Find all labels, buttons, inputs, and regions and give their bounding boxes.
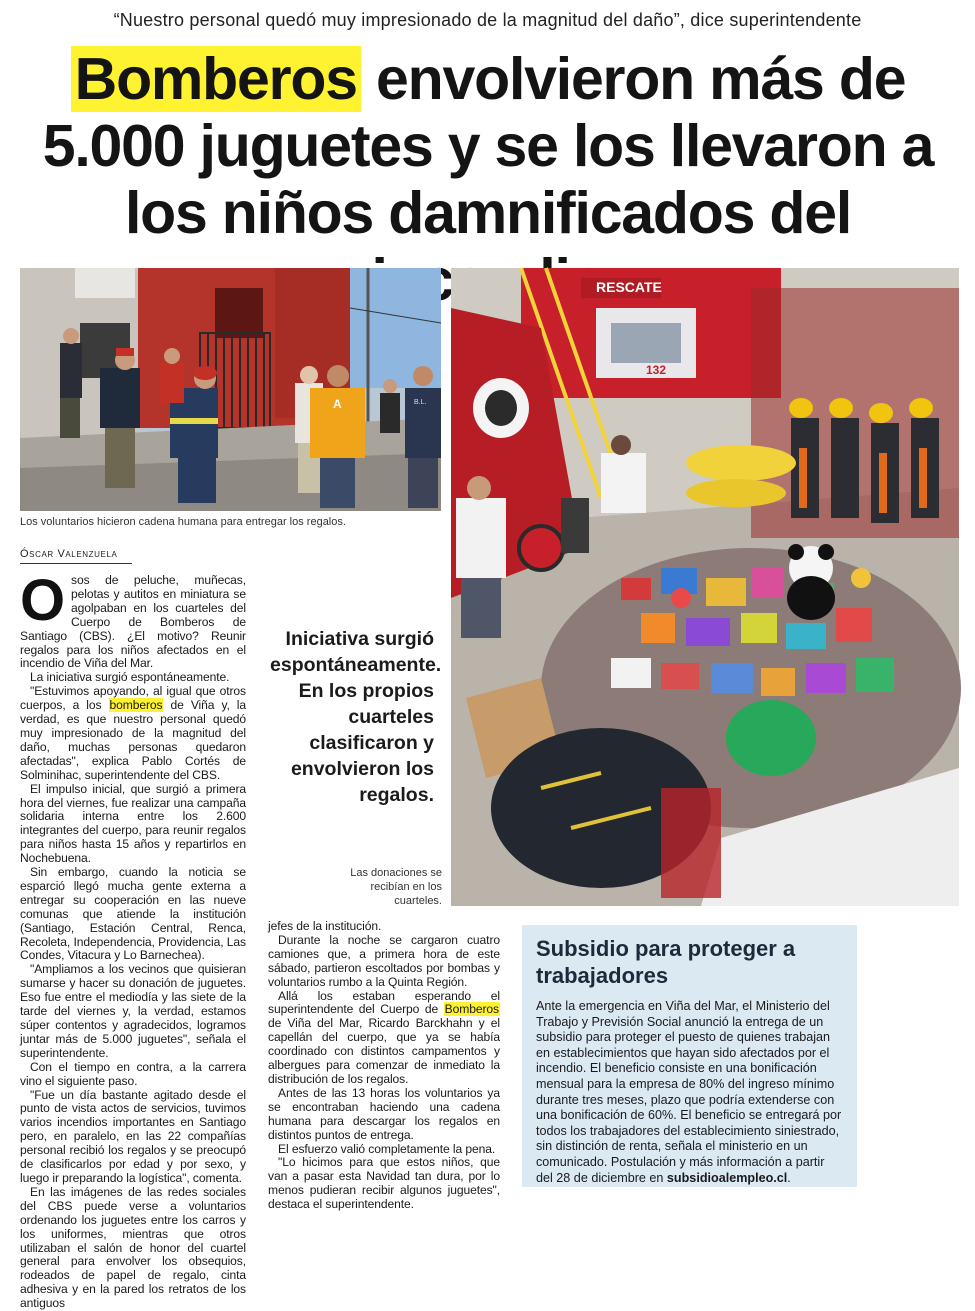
photo-left-caption: Los voluntarios hicieron cadena humana para entregar los regalos. (20, 516, 346, 528)
article-paragraph: El impulso inicial, que surgió a primera hora del viernes, fue realizar una campaña solidaria interna entre los 2.600 integrantes del cuerpo, para reunir regalos para niños hasta 15 años y repartirlos en Nochebuena. (20, 781, 246, 866)
pull-quote: Iniciativa surgió espontáneamente. En los propios cuarteles clasificaron y envolvieron los regalos. (270, 628, 442, 806)
subsidy-sidebar (522, 925, 857, 1187)
headline-highlight: Bomberos (71, 46, 361, 112)
article-paragraph: "Fue un día bastante agitado desde el punto de vista actos de servicios, tuvimos varios incendios importantes en Santiago pero, en paralelo, en las 22 compañías personal recibió los regalos y se preocupó de clasificarlos por edad y por sexo, y luego ir preparando la logística", comenta. (20, 1087, 246, 1185)
article-paragraph: "Estuvimos apoyando, al igual que otros cuerpos, a los bomberos de Viña y, la verdad, es que nuestro personal quedó muy impresionado de la magnitud del daño, muchas personas quedaron afectadas", explica Pablo Cortés de Solminihac, superintendente del CBS. (20, 684, 247, 782)
article-paragraph: El esfuerzo valió completamente la pena. (278, 1141, 496, 1156)
byline: Óscar Valenzuela (20, 548, 132, 564)
kicker: “Nuestro personal quedó muy impresionado de la magnitud del daño”, dice superintendente (113, 10, 862, 30)
article-paragraph: Antes de las 13 horas los voluntarios ya se encontraban haciendo una cadena humana para descargar los regalos en distintos puntos de entrega. (268, 1085, 500, 1142)
sidebar-title: Subsidio para proteger a trabajadores (536, 936, 796, 988)
truck-number: 132 (646, 363, 667, 377)
article-paragraph: Allá los estaban esperando el superintendente del Cuerpo de Bomberos de Viña del Mar, Ricardo Barckhahn y el capellán del cuerpo, que ya se había coordinado con distintos campamentos y albergues para comenzar de inmediato la distribución de los regalos. (268, 988, 500, 1086)
article-paragraph: Con el tiempo en contra, a la carrera vino el siguiente paso. (20, 1059, 246, 1088)
photo-human-chain (20, 268, 441, 511)
photo-right-caption: Las donaciones se recibían en los cuarteles. (350, 867, 442, 907)
headline-line2: 5.000 juguetes y se los llevaron a (42, 113, 934, 179)
sign-text: B.L. (414, 399, 427, 406)
headline-line1: envolvieron más de (360, 46, 906, 112)
article-paragraph: La iniciativa surgió espontáneamente. (30, 670, 230, 685)
sidebar-link[interactable]: subsidioalempleo.cl (666, 1170, 788, 1185)
article-paragraph: "Lo hicimos para que estos niños, que van a pasar esta Navidad tan dura, por lo menos pudieran recibir algunos juguetes", destaca el superintendente. (268, 1155, 500, 1212)
photo-toy-donations (451, 268, 959, 906)
article-paragraph: Osos de peluche, muñecas, pelotas y autitos en miniatura se agolpaban en los cuarteles del Cuerpo de Bomberos de Santiago (CBS). ¿El motivo? Reunir regalos para los niños afectados en el incendio de Viña del Mar. (20, 568, 246, 671)
sidebar-text: Ante la emergencia en Viña del Mar, el Ministerio del Trabajo y Previsión Social anunció la entrega de un subsidio para proteger el puesto de quienes trabajan en establecimientos que hayan sido afectados por el incendio. El beneficio consiste en una bonificación mensual para la empresa de 80% del ingreso mínimo durante tres meses, plazo que podría extenderse con una bonificación de 60%. El beneficio se entregará por todos los trabajadores del establecimiento siniestrado, sin distinción de renta, señala el ministerio en un comunicado. Postulación y más información a partir del 28 de diciembre en subsidioalempleo.cl. (536, 999, 842, 1185)
shirt-text: A (333, 397, 342, 411)
article-paragraph: Durante la noche se cargaron cuatro camiones que, a primera hora de este sábado, partieron escoltados por bombas y voluntarios rumbo a la Quinta Región. (268, 932, 500, 989)
headline-line3: los niños damnificados del (124, 180, 852, 246)
article-paragraph: "Ampliamos a los vecinos que quisieran sumarse y hacer su donación de juguetes. Eso fue entre el mediodía y las siete de la tarde del viernes y, la verdad, estamos súper contentos y agradecidos, logramos juntar más de 5.000 juguetes", señala el superintendente. (20, 962, 246, 1060)
article-paragraph: jefes de la institución. (268, 919, 382, 933)
truck-label: RESCATE (596, 279, 662, 295)
article-column-2 (268, 919, 500, 1212)
article-paragraph: En las imágenes de las redes sociales del CBS puede verse a voluntarios ordenando los juguetes entre los carros y los uniformes, mientras que otros utilizaban el salón de honor del cuartel general para envolver los obsequios, rodeados de papel de regalo, cinta adhesiva y en la pared los retratos de los antiguos (20, 1184, 246, 1311)
article-paragraph: Sin embargo, cuando la noticia se esparció llegó mucha gente externa a entregar su cooperación en las nueve comunas que atiende la institución (Santiago, Estación Central, Renca, Recoleta, Independencia, Providencia, Las Condes, Vitacura y Lo Barnechea). (20, 865, 246, 963)
article-column-1 (20, 568, 247, 1311)
drop-cap: O (20, 568, 66, 633)
